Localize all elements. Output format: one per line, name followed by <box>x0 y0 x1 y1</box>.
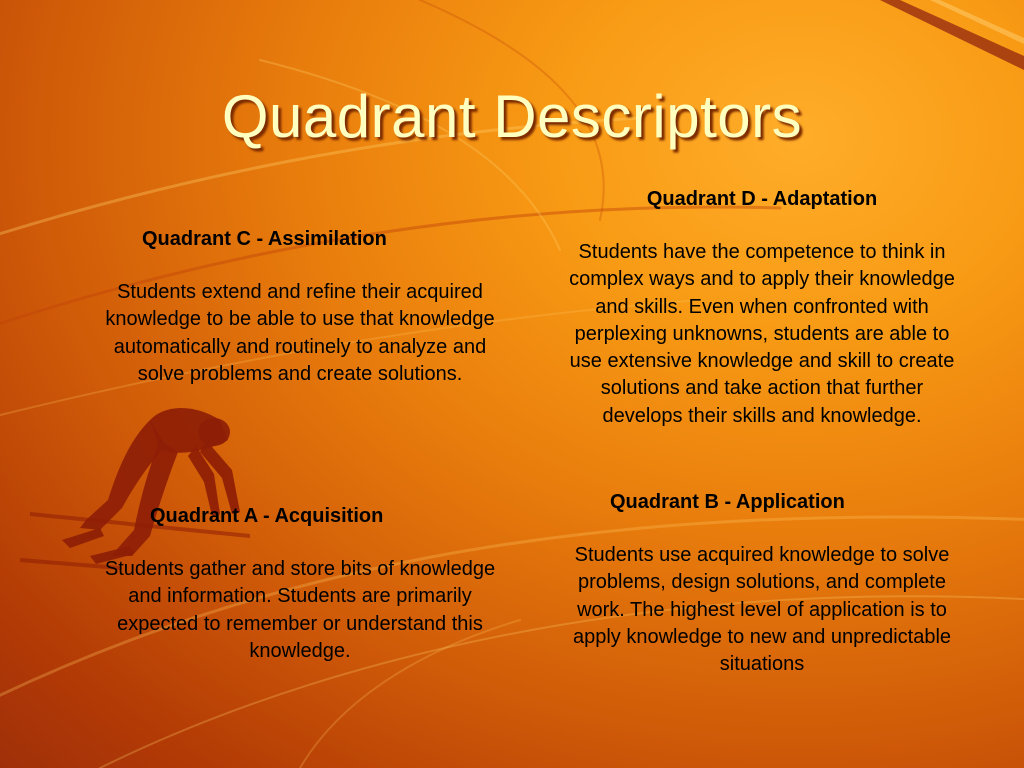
quadrant-d <box>558 186 966 430</box>
quadrant-b-body: Students use acquired knowledge to solve problems, design solutions, and complete work. The highest level of application is to apply knowledge to new and unpredictable situations <box>572 544 952 676</box>
quadrant-a <box>96 503 504 665</box>
quadrant-d-heading: Quadrant D - Adaptation <box>646 188 878 210</box>
slide-title: Quadrant Descriptors <box>221 83 803 150</box>
quadrant-b <box>558 489 966 678</box>
quadrant-d-body: Students have the competence to think in complex ways and to apply their knowledge and skills. Even when confronted with perplexing unknowns, students are able to use extensive knowledge and skill to create solutions and take action that further develops their skills and knowledge. <box>569 241 955 427</box>
quadrant-a-heading: Quadrant A - Acquisition <box>150 505 384 527</box>
quadrant-c-heading: Quadrant C - Assimilation <box>142 228 387 250</box>
quadrant-c-body: Students extend and refine their acquired knowledge to be able to use that knowledge automatically and routinely to analyze and solve problems and create solutions. <box>105 281 495 385</box>
quadrant-c <box>96 226 504 388</box>
corner-stripe <box>880 0 1024 70</box>
quadrant-b-heading: Quadrant B - Application <box>610 491 845 513</box>
quadrant-a-body: Students gather and store bits of knowledge and information. Students are primarily expected to remember or understand this knowledge. <box>104 558 496 662</box>
